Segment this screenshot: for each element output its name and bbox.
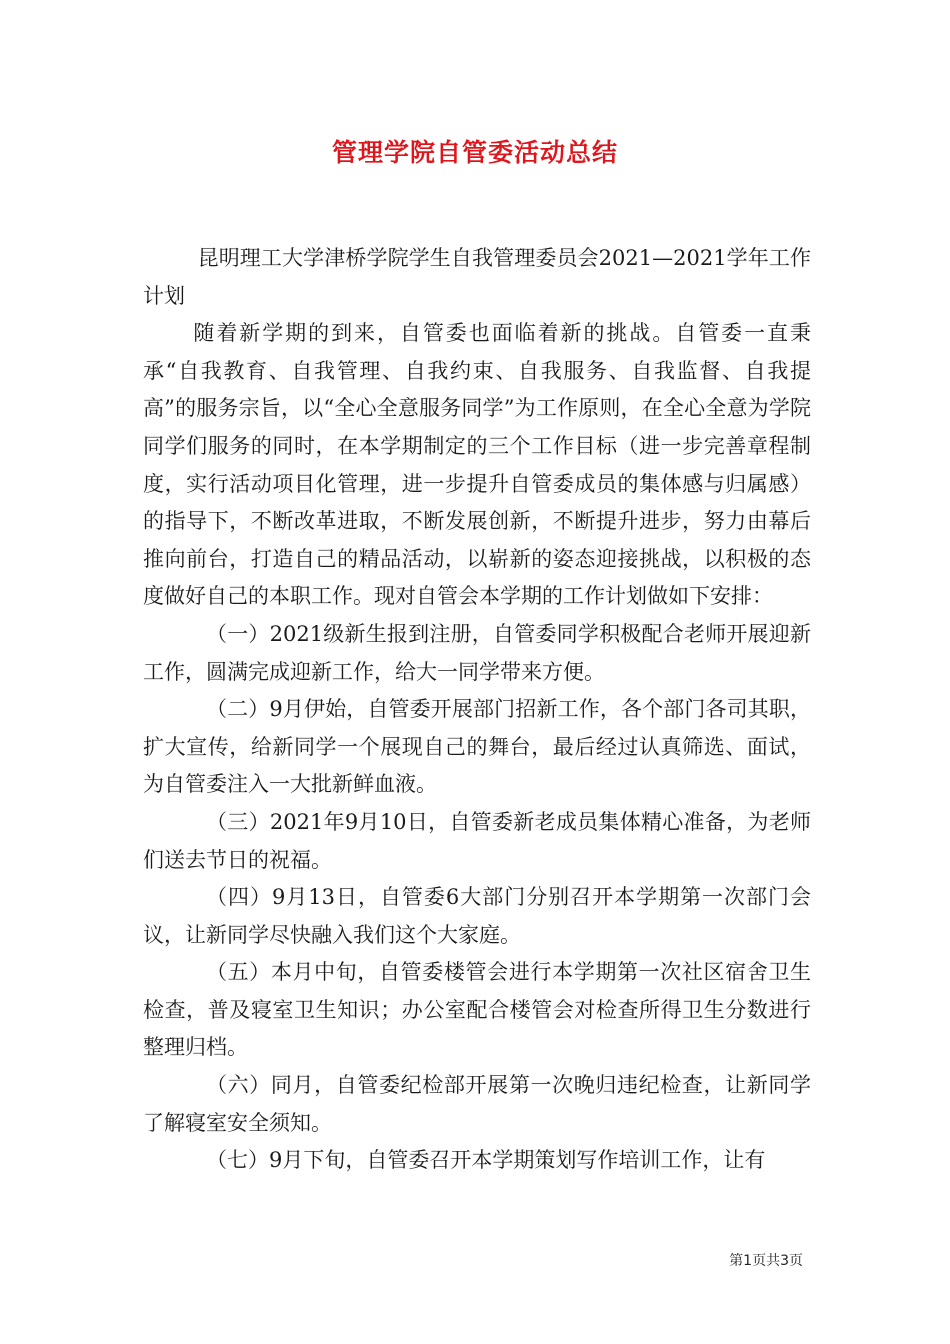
paragraph-item-6: （六）同月，自管委纪检部开展第一次晚归违纪检查，让新同学了解寝室安全须知。 (143, 1073, 811, 1135)
paragraph-item-4: （四）9月13日，自管委6大部门分别召开本学期第一次部门会议，让新同学尽快融入我们这个大家庭。 (143, 885, 811, 947)
paragraph-item-5: （五）本月中旬，自管委楼管会进行本学期第一次社区宿舍卫生检查，普及寝室卫生知识；办公室配合楼管会对检查所得卫生分数进行整理归档。 (143, 960, 811, 1060)
page-number: 第1页共3页 (729, 1253, 803, 1269)
document-title: 管理学院自管委活动总结 (331, 138, 618, 167)
paragraph-intro: 昆明理工大学津桥学院学生自我管理委员会2021—2021学年工作计划 (143, 246, 811, 308)
paragraph-item-1: （一）2021级新生报到注册，自管委同学积极配合老师开展迎新工作，圆满完成迎新工作，给大一同学带来方便。 (143, 621, 811, 684)
paragraph-lead: 随着新学期的到来，自管委也面临着新的挑战。自管委一直秉承“自我教育、自我管理、自我约束、自我服务、自我监督、自我提高”的服务宗旨，以“全心全意服务同学”为工作原则，在全心全意为学院同学们服务的同时，在本学期制定的三个工作目标（进一步完善章程制度，实行活动项目化管理，进一步提升自管委成员的集体感与归属感）的指导下，不断改革进取，不断发展创新，不断提升进步，努力由幕后推向前台，打造自己的精品活动，以崭新的姿态迎接挑战，以积极的态度做好自己的本职工作。现对自管会本学期的工作计划做如下安排： (143, 321, 811, 609)
document-body (143, 240, 811, 1180)
paragraph-item-2: （二）9月伊始，自管委开展部门招新工作，各个部门各司其职，扩大宣传，给新同学一个展现自己的舞台，最后经过认真筛选、面试，为自管委注入一大批新鲜血液。 (143, 697, 811, 797)
paragraph-item-3: （三）2021年9月10日，自管委新老成员集体精心准备，为老师们送去节日的祝福。 (143, 809, 811, 872)
paragraph-item-7: （七）9月下旬，自管委召开本学期策划写作培训工作，让有 (206, 1148, 766, 1173)
